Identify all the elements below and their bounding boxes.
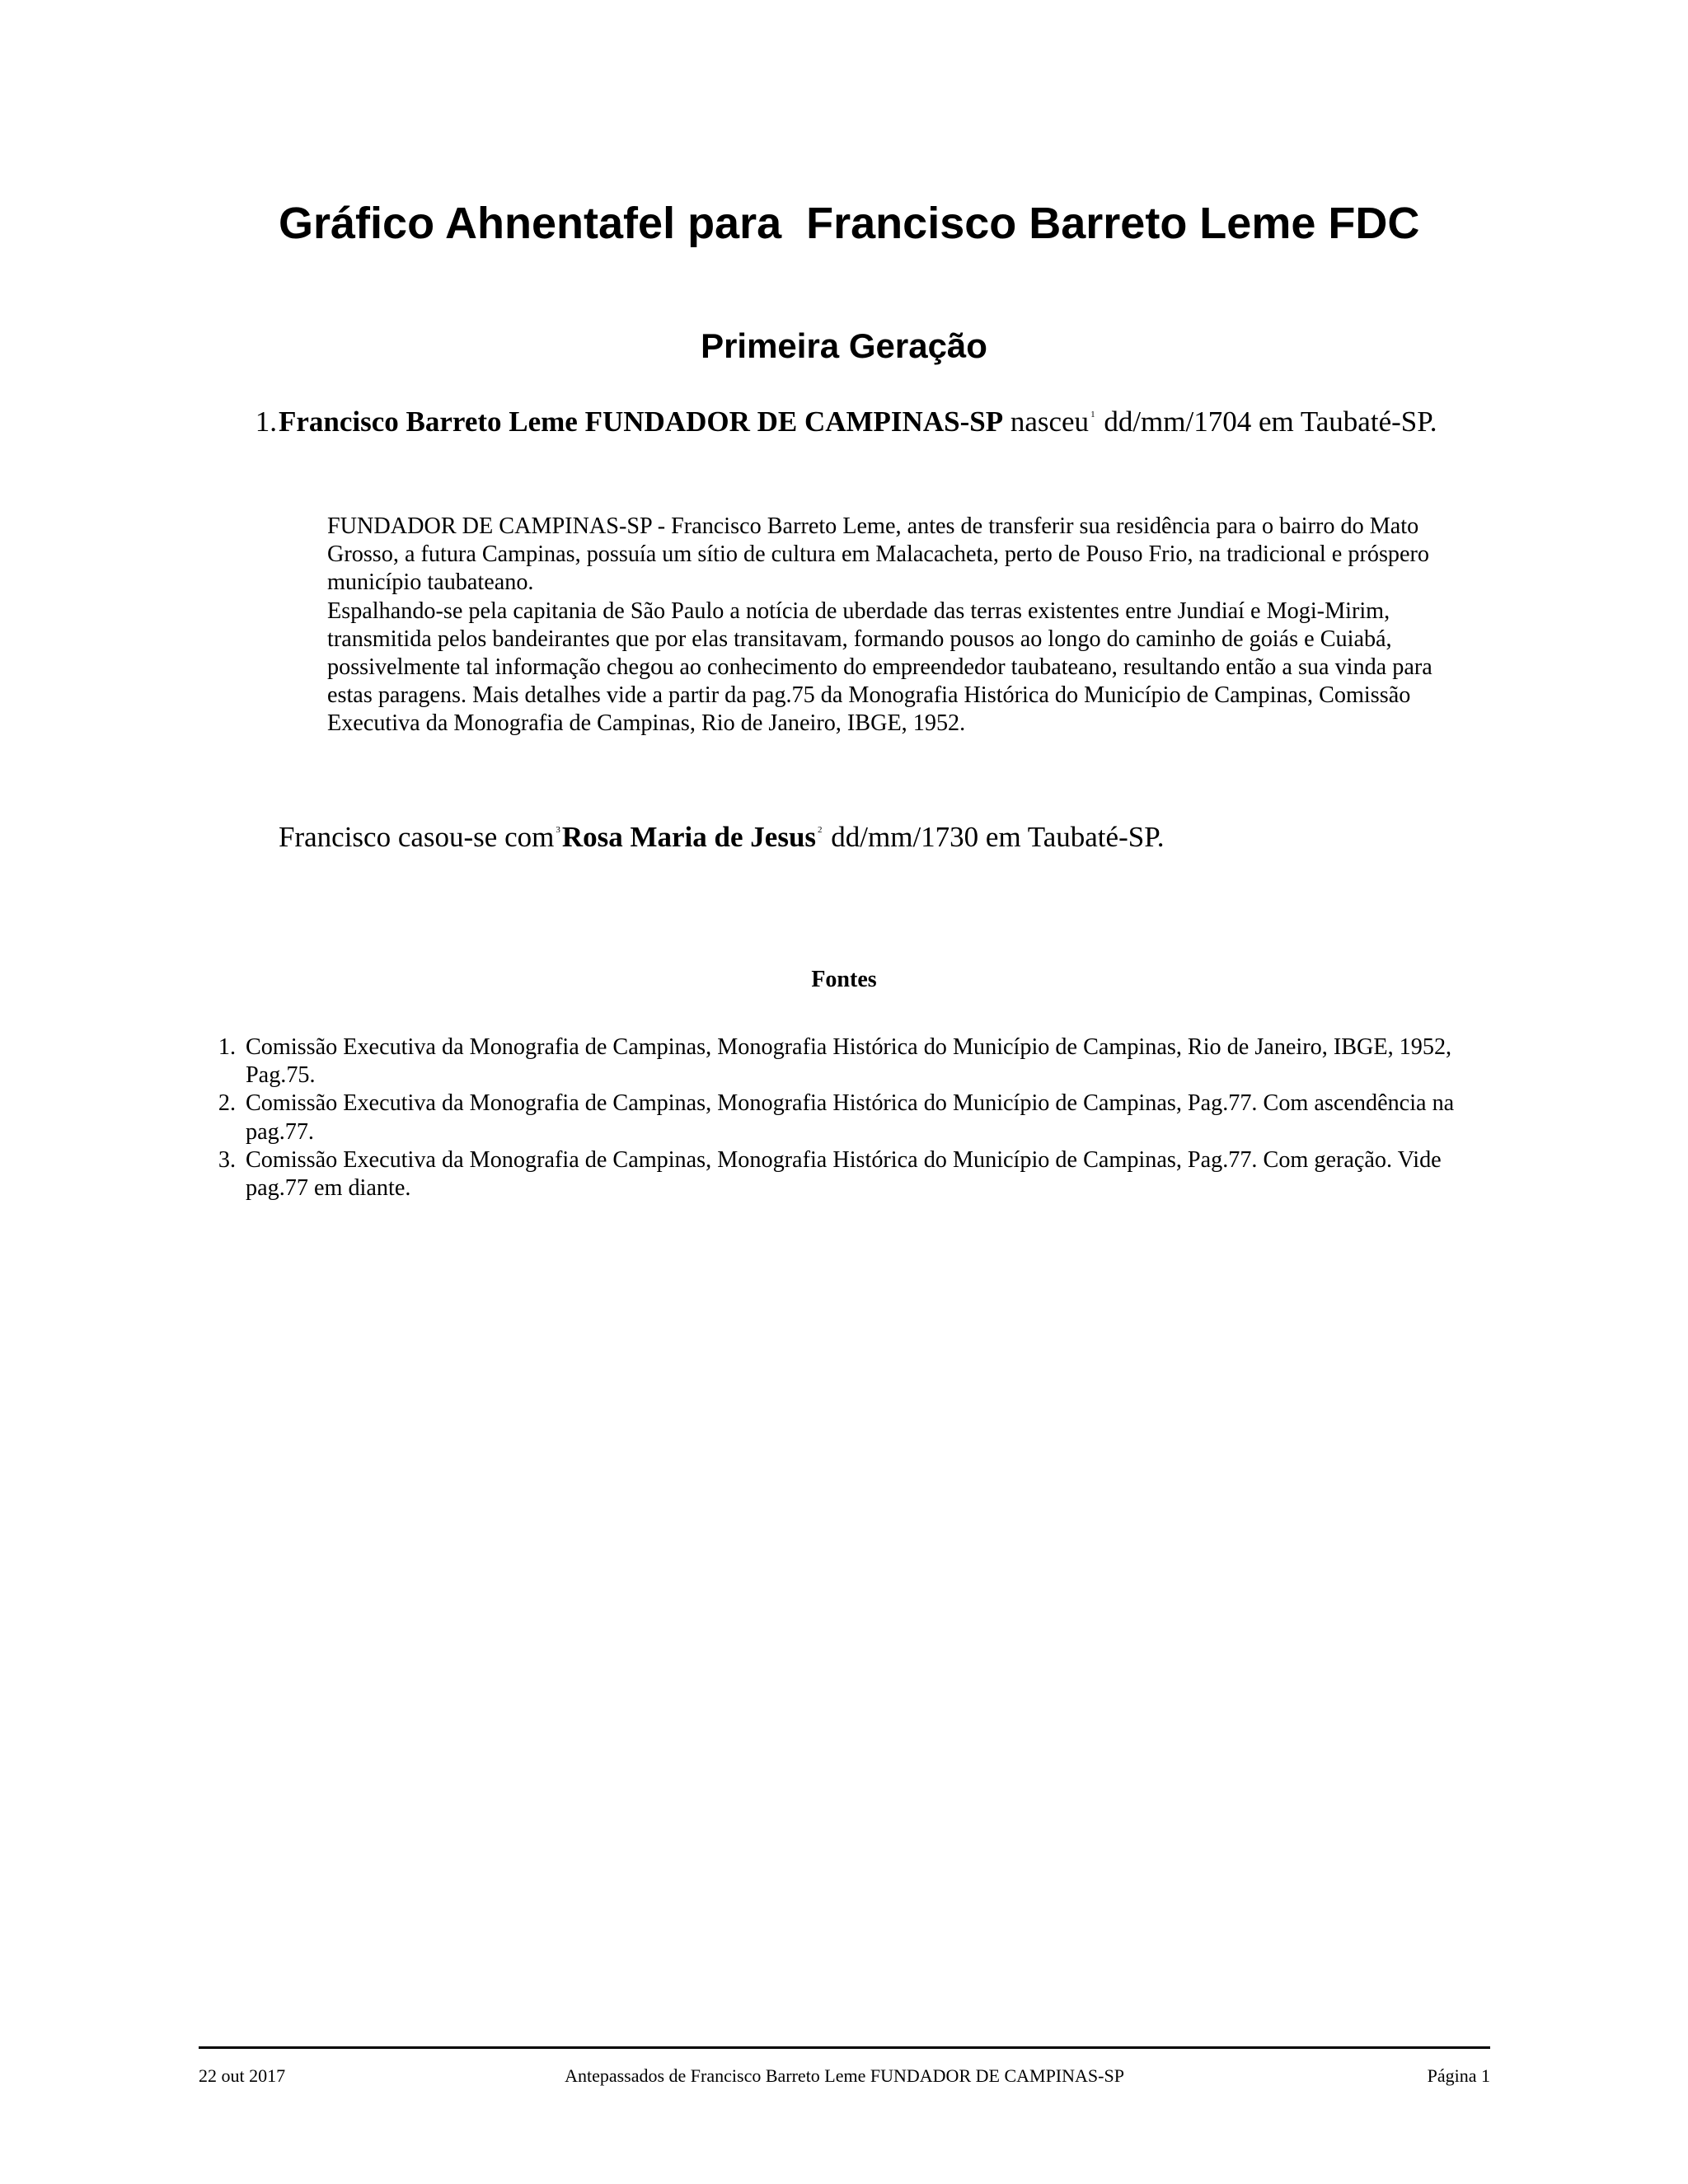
footer-date: 22 out 2017 [199, 2065, 286, 2086]
person-note [327, 513, 1473, 738]
source-item [206, 1033, 1475, 1090]
person-name: Francisco Barreto Leme FUNDADOR DE CAMPINAS-SP [279, 405, 1004, 438]
marriage-prefix: Francisco casou-se com [279, 821, 555, 853]
source-number: 1. [218, 1034, 236, 1060]
marriage-line [279, 819, 1515, 855]
birth-detail: dd/mm/1704 em Taubaté-SP. [1096, 405, 1437, 438]
source-text: Comissão Executiva da Monografia de Campinas, Monografia Histórica do Município de Campinas, Pag.77. Com geração. Vide pag.77 em diante. [246, 1146, 1442, 1202]
marriage-detail: dd/mm/1730 em Taubaté-SP. [823, 821, 1165, 853]
footer-divider [199, 2046, 1490, 2049]
note-paragraph: FUNDADOR DE CAMPINAS-SP - Francisco Barreto Leme, antes de transferir sua residência para o bairro do Mato Grosso, a futura Campinas, possuía um sítio de cultura em Malacacheta, perto de Pouso Frio, na tradicional e próspero município taubateano. [327, 513, 1429, 596]
birth-source-ref: 1 [1090, 410, 1095, 420]
marriage-source-ref: 3 [556, 825, 560, 836]
spouse-source-ref: 2 [818, 825, 823, 836]
source-number: 2. [218, 1090, 236, 1117]
footer-document-name: Antepassados de Francisco Barreto Leme FUNDADOR DE CAMPINAS-SP [565, 2065, 1124, 2086]
page-footer [199, 2064, 1490, 2088]
source-text: Comissão Executiva da Monografia de Campinas, Monografia Histórica do Município de Campinas, Pag.77. Com ascendência na pag.77. [246, 1090, 1455, 1145]
person-number: 1. [255, 405, 277, 438]
sources-title: Fontes [811, 967, 877, 992]
note-paragraph: Espalhando-se pela capitania de São Paulo a notícia de uberdade das terras existentes entre Jundiaí e Mogi-Mirim, transmitida pelos bandeirantes que por elas transitavam, formando pousos ao longo do caminho de goiás e Cuiabá, possivelmente tal informação chegou ao conhecimento do empreendedor taubateano, resultando então a sua vinda para estas paragens. Mais detalhes vide a partir da pag.75 da Monografia Histórica do Município de Campinas, Comissão Executiva da Monografia de Campinas, Rio de Janeiro, IBGE, 1952. [327, 598, 1432, 737]
spouse-name: Rosa Maria de Jesus [561, 821, 817, 853]
birth-prefix: nasceu [1003, 405, 1090, 438]
source-number: 3. [218, 1146, 236, 1173]
source-item [206, 1090, 1475, 1146]
source-item [206, 1146, 1475, 1202]
sources-list [206, 1033, 1475, 1202]
document-title: Gráfico Ahnentafel para Francisco Barreto Leme FDC [279, 199, 1420, 248]
person-entry [239, 404, 1475, 439]
person-birth-line [279, 404, 1475, 439]
footer-page-number: Página 1 [1427, 2065, 1490, 2086]
source-text: Comissão Executiva da Monografia de Campinas, Monografia Histórica do Município de Campinas, Rio de Janeiro, IBGE, 1952, Pag.75. [246, 1034, 1452, 1089]
generation-title: Primeira Geração [701, 326, 987, 365]
